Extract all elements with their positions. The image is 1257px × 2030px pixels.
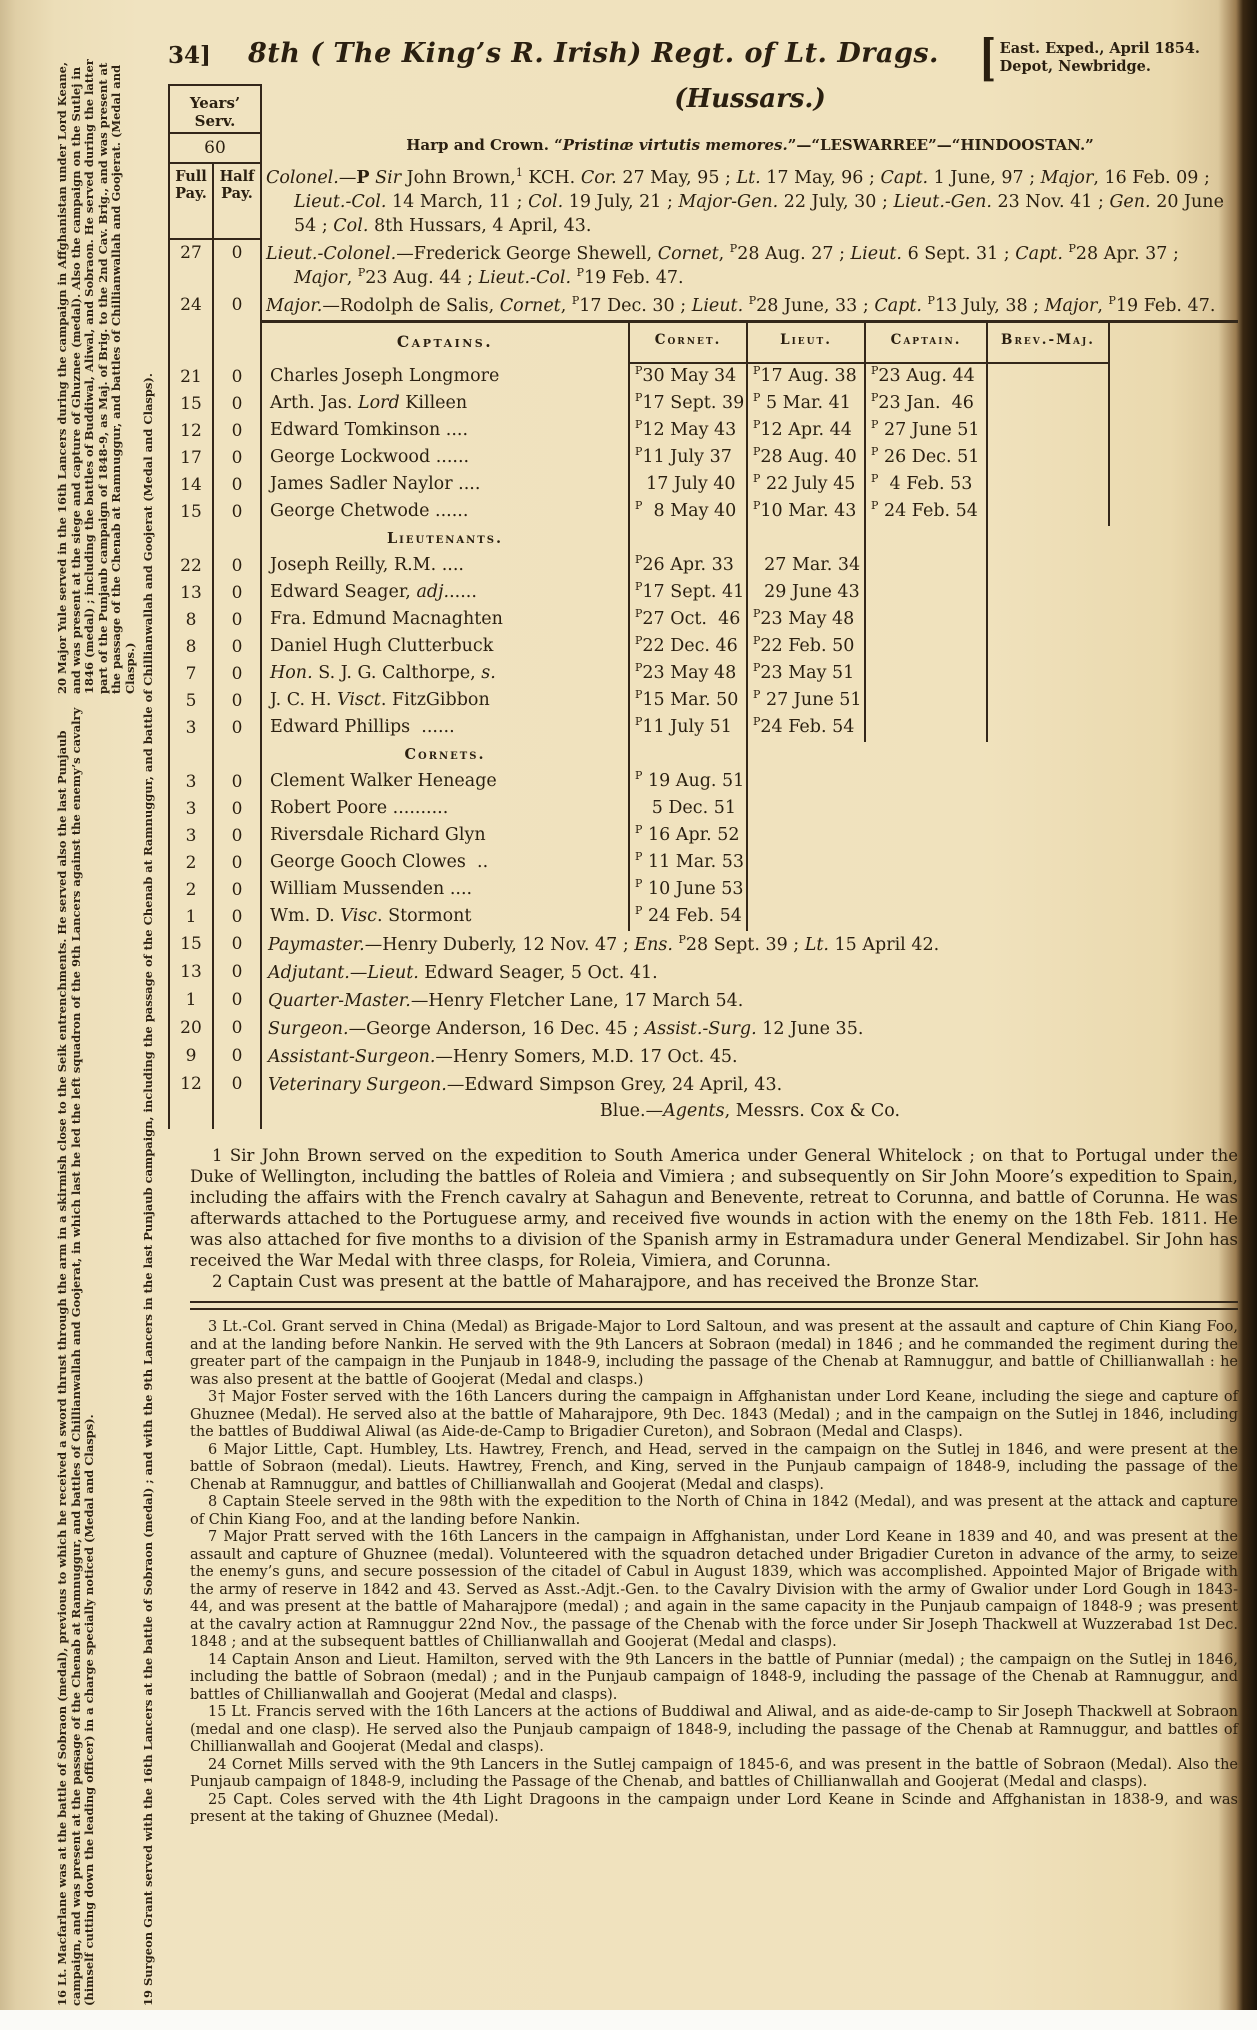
full-pay-value: 20 — [168, 1015, 214, 1043]
captain-date — [866, 715, 988, 742]
cornet-date: $^P$ 16 Apr. 52 — [630, 823, 748, 850]
section-header-filler — [988, 742, 1110, 769]
cornet-date: $^P$11 July 51 — [630, 715, 748, 742]
captain-date — [866, 553, 988, 580]
agents-line: Blue.—Agents, Messrs. Cox & Co. — [599, 1101, 901, 1121]
full-pay-value: 14 — [168, 472, 214, 499]
row-filler — [1110, 715, 1238, 742]
full-pay-value: 8 — [168, 607, 214, 634]
half-pay-value: 0 — [214, 1043, 262, 1071]
captain-date: $^P$ 26 Dec. 51 — [866, 445, 988, 472]
cornet-date: $^P$17 Sept. 41 — [630, 580, 748, 607]
brev-maj-date — [988, 472, 1110, 499]
captain-date — [866, 796, 988, 823]
field-officer-entry: Lieut.-Colonel.—Frederick George Shewell, Cornet, $^P$28 Aug. 27 ; Lieut. 6 Sept. 31 ; Capt. $^P$28 Apr. 37 ; Major, $^P$23 Aug. 44 ; Lieut.-Col. $^P$19 Feb. 47. — [266, 242, 1179, 288]
row-filler — [1110, 688, 1238, 715]
lieut-date: $^P$10 Mar. 43 — [748, 499, 866, 526]
full-pay-label: Full Pay. — [168, 164, 214, 240]
cornet-date: 17 July 40 — [630, 472, 748, 499]
years-service-header: Years’ Serv. — [168, 84, 262, 134]
half-pay-value: 0 — [214, 715, 262, 742]
half-pay-value: 0 — [214, 418, 262, 445]
officer-name: Arth. Jas. Lord Killeen — [262, 391, 630, 418]
lieut-date: $^P$17 Aug. 38 — [748, 364, 866, 391]
half-pay-value: 0 — [214, 931, 262, 959]
half-pay-value: 0 — [214, 607, 262, 634]
years-strip-spacer — [214, 526, 262, 553]
staff-entry: Surgeon.—George Anderson, 16 Dec. 45 ; Assist.-Surg. 12 June 35. — [268, 1019, 864, 1039]
row-filler — [1110, 661, 1238, 688]
full-pay-value: 21 — [168, 364, 214, 391]
brev-maj-date — [988, 580, 1110, 607]
brev-maj-date — [988, 796, 1110, 823]
lieut-date — [748, 796, 866, 823]
footnote: 7 Major Pratt served with the 16th Lancers in the campaign in Affghanistan, under Lord Keane in 1839 and 40, and was present at the assault and capture of Ghuznee (medal). Volunteered with the squadron detached under Brigadier Cureton in advance of the army, to seize the enemy’s guns, and secure possession of the citadel of Cabul in August 1839, which was accomplished. Appointed Major of Brigade with the army of reserve in 1842 and 43. Served as Asst.-Adjt.-Gen. to the Cavalry Division with the army of Gwalior under Lord Gough in 1843-44, and was present at the battle of Maharajpore (medal) ; and again in the same capacity in the Punjaub campaign of 1848-9 ; was present at the cavalry action at Ramnuggur 22nd Nov., the passage of the Chenab with the force under Sir Joseph Thackwell at Wuzzerabad 1st Dec. 1848 ; and at the subsequent battles of Chillianwallah and Goojerat (Medal and clasps). — [190, 1529, 1238, 1650]
column-header-brev-maj: Brev.-Maj. — [988, 320, 1110, 364]
half-pay-value: 0 — [214, 796, 262, 823]
section-header-filler — [630, 742, 748, 769]
staff-entry: Veterinary Surgeon.—Edward Simpson Grey, 24 April, 43. — [268, 1075, 783, 1095]
field-officer-entry: Major.—Rodolph de Salis, Cornet, $^P$17 Dec. 30 ; Lieut. $^P$28 June, 33 ; Capt. $^P$13 July, 38 ; Major, $^P$19 Feb. 47. — [266, 294, 1216, 316]
row-filler — [1110, 877, 1238, 904]
full-pay-value: 1 — [168, 904, 214, 931]
half-pay-value: 0 — [214, 661, 262, 688]
lieut-date — [748, 877, 866, 904]
officer-name: Hon. S. J. G. Calthorpe, s. — [262, 661, 630, 688]
captain-date — [866, 580, 988, 607]
staff-entry: Quarter-Master.—Henry Fletcher Lane, 17 March 54. — [268, 991, 744, 1011]
officer-name: Robert Poore .......... — [262, 796, 630, 823]
bracket-glyph: [ — [979, 28, 997, 87]
years-strip-spacer — [214, 1099, 262, 1129]
lieut-date: $^P$23 May 48 — [748, 607, 866, 634]
officer-name: Riversdale Richard Glyn — [262, 823, 630, 850]
footnotes-lower — [190, 1319, 1238, 1827]
full-pay-value: 12 — [168, 1071, 214, 1099]
cornet-date: $^P$22 Dec. 46 — [630, 634, 748, 661]
full-pay-value: 27 — [168, 240, 214, 292]
years-strip-spacer — [168, 526, 214, 553]
brev-maj-date — [988, 688, 1110, 715]
brev-maj-date — [988, 634, 1110, 661]
row-filler — [1110, 580, 1238, 607]
half-pay-value: 0 — [214, 553, 262, 580]
lieut-date — [748, 769, 866, 796]
captain-date — [866, 877, 988, 904]
row-filler — [1110, 607, 1238, 634]
section-header-filler — [988, 526, 1110, 553]
lieut-date: $^P$ 22 July 45 — [748, 472, 866, 499]
page-header — [168, 28, 1238, 87]
officer-name: J. C. H. Visct. FitzGibbon — [262, 688, 630, 715]
row-filler — [1110, 391, 1238, 418]
table-header-filler — [1110, 320, 1238, 364]
brev-maj-date — [988, 391, 1110, 418]
full-pay-value: 22 — [168, 553, 214, 580]
officer-name: Clement Walker Heneage — [262, 769, 630, 796]
cornet-date: $^P$15 Mar. 50 — [630, 688, 748, 715]
footnote: 24 Cornet Mills served with the 9th Lancers in the Sutlej campaign of 1845-6, and was present in the battle of Sobraon (Medal). Also the Punjaub campaign of 1848-9, including the Passage of the Chenab, and battles of Chillianwallah and Goojerat (Medal and clasps). — [190, 1756, 1238, 1790]
half-pay-value: 0 — [214, 634, 262, 661]
full-pay-value: 9 — [168, 1043, 214, 1071]
officer-name: James Sadler Naylor .... — [262, 472, 630, 499]
captain-date: $^P$ 4 Feb. 53 — [866, 472, 988, 499]
years-strip-spacer — [214, 320, 262, 364]
officer-name: Edward Seager, adj...... — [262, 580, 630, 607]
full-pay-value: 13 — [168, 959, 214, 987]
footnote: 3† Major Foster served with the 16th Lancers during the campaign in Affghanistan under Lord Keane, including the siege and capture of Ghuznee (Medal). He served also at the battle of Maharajpore, 9th Dec. 1843 (Medal) ; and in the campaign on the Sutlej in 1846, including the battles of Buddiwal Aliwal (as Aide-de-Camp to Brigadier Cureton), and Sobraon (Medal and Clasps). — [190, 1389, 1238, 1440]
regiment-subtitle: (Hussars.) — [674, 84, 826, 114]
full-pay-value: 17 — [168, 445, 214, 472]
half-pay-value: 0 — [214, 850, 262, 877]
corner-note — [976, 28, 1238, 87]
officer-name: Joseph Reilly, R.M. .... — [262, 553, 630, 580]
row-filler — [1110, 634, 1238, 661]
years-strip-spacer — [168, 1099, 214, 1129]
lieut-date: $^P$ 5 Mar. 41 — [748, 391, 866, 418]
page-title: 8th ( The King’s R. Irish) Regt. of Lt. Drags. — [247, 38, 939, 69]
double-rule-divider — [190, 1301, 1238, 1310]
regimental-motto: Harp and Crown. “Pristinæ virtutis memores.”—“LESWARREE”—“HINDOOSTAN.” — [406, 136, 1094, 154]
captain-date — [866, 769, 988, 796]
cornet-date: $^P$30 May 34 — [630, 364, 748, 391]
half-pay-value: 0 — [214, 1015, 262, 1043]
lieut-date: $^P$24 Feb. 54 — [748, 715, 866, 742]
officer-name: Edward Tomkinson .... — [262, 418, 630, 445]
column-header-captains: Captains. — [262, 320, 630, 364]
half-pay-value: 0 — [214, 472, 262, 499]
captain-date — [866, 850, 988, 877]
row-filler — [1110, 769, 1238, 796]
captain-date — [866, 823, 988, 850]
row-filler — [1110, 418, 1238, 445]
row-filler — [1110, 553, 1238, 580]
brev-maj-date — [988, 661, 1110, 688]
row-filler — [1110, 850, 1238, 877]
page-content — [168, 28, 1238, 1827]
captain-date: $^P$ 27 June 51 — [866, 418, 988, 445]
page-number: 34] — [168, 42, 211, 69]
half-pay-value: 0 — [214, 364, 262, 391]
half-pay-value: 0 — [214, 987, 262, 1015]
staff-entry: Adjutant.—Lieut. Edward Seager, 5 Oct. 41. — [268, 963, 658, 983]
cornet-date: $^P$ 10 June 53 — [630, 877, 748, 904]
lieut-date — [748, 823, 866, 850]
full-pay-value: 8 — [168, 634, 214, 661]
brev-maj-date — [988, 553, 1110, 580]
row-filler — [1110, 904, 1238, 931]
cornet-date: $^P$ 11 Mar. 53 — [630, 850, 748, 877]
full-pay-value: 2 — [168, 877, 214, 904]
section-header: Lieutenants. — [262, 526, 630, 553]
row-filler — [1110, 499, 1238, 526]
officer-name: Wm. D. Visc. Stormont — [262, 904, 630, 931]
roster-grid — [168, 84, 1238, 1129]
cornet-date: $^P$27 Oct. 46 — [630, 607, 748, 634]
full-pay-value: 3 — [168, 796, 214, 823]
officer-name: Daniel Hugh Clutterbuck — [262, 634, 630, 661]
brev-maj-date — [988, 364, 1110, 391]
row-filler — [1110, 796, 1238, 823]
captain-date — [866, 904, 988, 931]
officer-name: William Mussenden .... — [262, 877, 630, 904]
cornet-date: $^P$26 Apr. 33 — [630, 553, 748, 580]
footnote: 3 Lt.-Col. Grant served in China (Medal) as Brigade-Major to Lord Saltoun, and was present at the assault and capture of Chin Kiang Foo, and at the landing before Nankin. He served with the 9th Lancers at Sobraon (medal) in 1846 ; and he commanded the regiment during the greater part of the campaign in the Punjaub in 1848-9, including the passage of the Chenab at Ramnuggur, and battle of Chillianwallah : he was also present at the battle of Goojerat (Medal and clasps.) — [190, 1319, 1238, 1388]
captain-date — [866, 688, 988, 715]
half-pay-value: 0 — [214, 904, 262, 931]
lieut-date: $^P$ 27 June 51 — [748, 688, 866, 715]
footnote: 6 Major Little, Capt. Humbley, Lts. Hawtrey, French, and Head, served in the campaign on the Sutlej in 1846, and were present at the battle of Sobraon (medal). Lieuts. Hawtrey, French, and King, served in the Punjaub campaign of 1848-9, including the passage of the Chenab at Ramnuggur, and battles of Chillianwallah and Goojerat (Medal and clasps). — [190, 1441, 1238, 1493]
brev-maj-date — [988, 877, 1110, 904]
lieut-date: 27 Mar. 34 — [748, 553, 866, 580]
section-header-filler — [1110, 526, 1238, 553]
full-pay-value: 7 — [168, 661, 214, 688]
half-pay-label: Half Pay. — [214, 164, 262, 240]
section-header: Cornets. — [262, 742, 630, 769]
footnote: 2 Captain Cust was present at the battle of Maharajpore, and has received the Bronze Star. — [212, 1272, 980, 1291]
officer-name: George Gooch Clowes .. — [262, 850, 630, 877]
officer-name: Edward Phillips ...... — [262, 715, 630, 742]
officer-name: Charles Joseph Longmore — [262, 364, 630, 391]
margin-note-19: 19 Surgeon Grant served with the 16th Lancers at the battle of Sobraon (medal) ; and with the 9th Lancers in the last Punjaub campaign, including the passage of the Chenab at Ramnuggur, and battle of Chillianwallah and Goojerat (Medal and Clasps). — [141, 373, 155, 2006]
cornet-date: $^P$ 8 May 40 — [630, 499, 748, 526]
captain-date — [866, 661, 988, 688]
half-pay-value: 0 — [214, 445, 262, 472]
section-header-filler — [866, 742, 988, 769]
row-filler — [1110, 472, 1238, 499]
footnotes-upper — [190, 1145, 1238, 1292]
staff-entry: Assistant-Surgeon.—Henry Somers, M.D. 17 Oct. 45. — [268, 1047, 738, 1067]
half-pay-value: 0 — [214, 769, 262, 796]
full-pay-value: 5 — [168, 688, 214, 715]
full-pay-value: 3 — [168, 715, 214, 742]
brev-maj-date — [988, 823, 1110, 850]
brev-maj-date — [988, 904, 1110, 931]
row-filler — [1110, 364, 1238, 391]
officer-name: George Chetwode ...... — [262, 499, 630, 526]
cornet-date: $^P$ 24 Feb. 54 — [630, 904, 748, 931]
section-header-filler — [630, 526, 748, 553]
scan-bottom-edge — [0, 2010, 1257, 2030]
colonel-entry: Colonel.—P Sir John Brown,$^1$ KCH. Cor. 27 May, 95 ; Lt. 17 May, 96 ; Capt. 1 June, 97 ; Major, 16 Feb. 09 ; Lieut.-Col. 14 March, 11 ; Col. 19 July, 21 ; Major-Gen. 22 July, 30 ; Lieut.-Gen. 23 Nov. 41 ; Gen. 20 June 54 ; Col. 8th Hussars, 4 April, 43. — [266, 166, 1224, 236]
corner-note-lines — [1000, 36, 1200, 80]
full-pay-value: 24 — [168, 292, 214, 320]
brev-maj-date — [988, 445, 1110, 472]
half-pay-value: 0 — [214, 292, 262, 320]
cornet-date: $^P$12 May 43 — [630, 418, 748, 445]
column-header-captain: Captain. — [866, 320, 988, 364]
brev-maj-date — [988, 499, 1110, 526]
full-pay-value: 3 — [168, 769, 214, 796]
section-header-filler — [866, 526, 988, 553]
full-pay-value: 12 — [168, 418, 214, 445]
full-pay-value: 15 — [168, 499, 214, 526]
officer-name: Fra. Edmund Macnaghten — [262, 607, 630, 634]
years-strip-spacer — [168, 742, 214, 769]
captain-date — [866, 607, 988, 634]
officer-name: George Lockwood ...... — [262, 445, 630, 472]
half-pay-value: 0 — [214, 823, 262, 850]
lieut-date: $^P$28 Aug. 40 — [748, 445, 866, 472]
lieut-date: 29 June 43 — [748, 580, 866, 607]
captain-date: $^P$23 Aug. 44 — [866, 364, 988, 391]
years-service-total: 60 — [168, 134, 262, 164]
column-header-cornet: Cornet. — [630, 320, 748, 364]
brev-maj-date — [988, 769, 1110, 796]
corner-note-line-2: Depot, Newbridge. — [999, 58, 1151, 75]
half-pay-value: 0 — [214, 877, 262, 904]
footnote: 1 Sir John Brown served on the expedition to South America under General Whitelock ; on that to Portugal under the Duke of Wellington, including the battles of Roleia and Vimiera ; and subsequently on Sir John Moore’s expedition to Spain, including the affairs with the French cavalry at Sahagun and Benevente, retreat to Corunna, and battle of Corunna. He was afterwards attached to the Portuguese army, and received five wounds in action with the enemy on the 18th Feb. 1811. He was also attached for five months to a division of the Spanish army in Estramadura under General Mendizabel. Sir John has received the War Medal with three clasps, for Roleia, Vimiera, and Corunna. — [190, 1146, 1238, 1270]
row-filler — [1110, 445, 1238, 472]
full-pay-value: 15 — [168, 391, 214, 418]
years-strip-spacer — [168, 320, 214, 364]
years-strip-spacer — [214, 742, 262, 769]
captain-date — [866, 634, 988, 661]
full-pay-value: 1 — [168, 987, 214, 1015]
lieut-date: $^P$22 Feb. 50 — [748, 634, 866, 661]
margin-note-20: 20 Major Yule served in the 16th Lancers during the campaign in Affghanistan under Lord Keane, and was present at the siege and capture of Ghuznee (medal). Also the campaign on the Sutlej in 1846 (medal) ; including the battles of Buddiwal, Aliwal, and Sobraon. He served during the latter part of the Punjaub campaign of 1848-9, as Maj. of Brig. to the 2nd Cav. Brig., and was present at the passage of the Chenab at Ramnuggur, and battles of Chillianwallah and Goojerat. (Medal and Clasps.) — [55, 59, 137, 694]
cornet-date: $^P$11 July 37 — [630, 445, 748, 472]
captain-date: $^P$23 Jan. 46 — [866, 391, 988, 418]
brev-maj-date — [988, 418, 1110, 445]
lieut-date — [748, 850, 866, 877]
row-filler — [1110, 823, 1238, 850]
lieut-date: $^P$12 Apr. 44 — [748, 418, 866, 445]
lieut-date: $^P$23 May 51 — [748, 661, 866, 688]
corner-note-line-1: East. Exped., April 1854. — [999, 40, 1200, 57]
full-pay-value: 13 — [168, 580, 214, 607]
half-pay-value: 0 — [214, 688, 262, 715]
footnote: 14 Captain Anson and Lieut. Hamilton, served with the 9th Lancers in the battle of Punniar (medal) ; the campaign on the Sutlej in 1846, including the battle of Sobraon (medal) ; and in the Punjaub campaign of 1848-9, including the passage of the Chenab at Ramnuggur, and battles of Chillianwallah and Goojerat (Medal and clasps). — [190, 1651, 1238, 1703]
half-pay-value: 0 — [214, 240, 262, 292]
brev-maj-date — [988, 715, 1110, 742]
captain-date: $^P$ 24 Feb. 54 — [866, 499, 988, 526]
full-pay-value: 15 — [168, 931, 214, 959]
cornet-date: $^P$17 Sept. 39 — [630, 391, 748, 418]
staff-entry: Paymaster.—Henry Duberly, 12 Nov. 47 ; Ens. $^P$28 Sept. 39 ; Lt. 15 April 42. — [268, 933, 940, 955]
cornet-date: 5 Dec. 51 — [630, 796, 748, 823]
half-pay-value: 0 — [214, 1071, 262, 1099]
full-pay-value: 3 — [168, 823, 214, 850]
section-header-filler — [748, 526, 866, 553]
cornet-date: $^P$23 May 48 — [630, 661, 748, 688]
footnote: 25 Capt. Coles served with the 4th Light Dragoons in the campaign under Lord Keane in Scinde and Affghanistan in 1838-9, and was present at the taking of Ghuznee (Medal). — [190, 1791, 1238, 1825]
half-pay-value: 0 — [214, 391, 262, 418]
section-header-filler — [748, 742, 866, 769]
half-pay-value: 0 — [214, 959, 262, 987]
column-header-lieut: Lieut. — [748, 320, 866, 364]
footnote: 8 Captain Steele served in the 98th with the expedition to the North of China in 1842 (Medal), and was present at the attack and capture of Chin Kiang Foo, and at the landing before Nankin. — [190, 1494, 1238, 1528]
half-pay-value: 0 — [214, 499, 262, 526]
section-header-filler — [1110, 742, 1238, 769]
footnote: 15 Lt. Francis served with the 16th Lancers at the actions of Buddiwal and Aliwal, and as aide-de-camp to Sir Joseph Thackwell at Sobraon (medal and one clasp). He served also the Punjaub campaign of 1848-9, including the passage of the Chenab at Ramnuggur, and battles of Chillianwallah and Goojerat (Medal and clasps). — [190, 1704, 1238, 1755]
half-pay-value: 0 — [214, 580, 262, 607]
cornet-date: $^P$ 19 Aug. 51 — [630, 769, 748, 796]
lieut-date — [748, 904, 866, 931]
margin-note-16: 16 Lt. Macfarlane was at the battle of Sobraon (medal), previous to which he received a sword thrust through the arm in a skirmish close to the Seik entrenchments. He served also the last Punjaub campaign, and was present at the passage of the Chenab at Ramnuggur, and battles of Chillianwallah and Goojerat, in which last he led the left squadron of the 9th Lancers against the enemy’s cavalry (himself cutting down the leading officer) in a charge specially noticed (Medal and Clasps). — [55, 707, 96, 2006]
brev-maj-date — [988, 607, 1110, 634]
brev-maj-date — [988, 850, 1110, 877]
full-pay-value: 2 — [168, 850, 214, 877]
